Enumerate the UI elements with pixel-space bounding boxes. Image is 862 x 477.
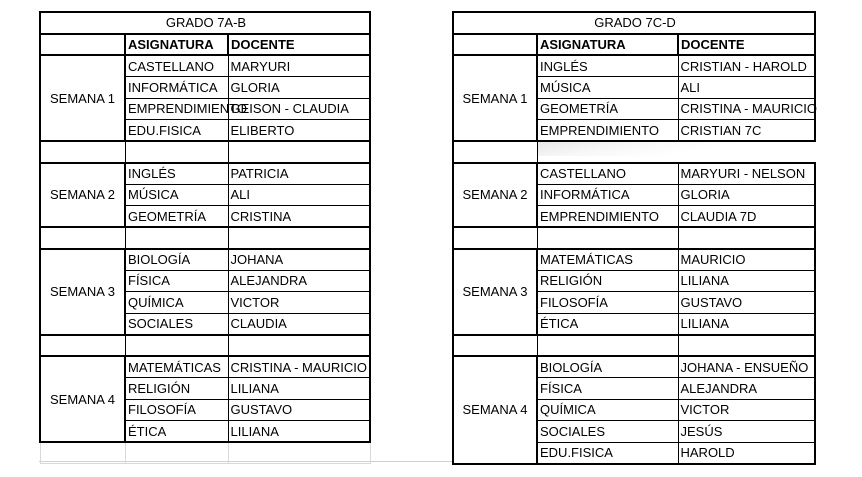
- subject-cell: FILOSOFÍA: [537, 292, 678, 314]
- teacher-cell: PATRICIA: [228, 163, 370, 185]
- subject-cell: QUÍMICA: [125, 292, 228, 314]
- teacher-cell: GUSTAVO: [228, 399, 370, 421]
- spacer-cell: [678, 141, 815, 163]
- week-label: SEMANA 1: [453, 55, 537, 141]
- spacer-cell: [228, 227, 370, 249]
- teacher-cell: MARYURI: [228, 55, 370, 77]
- teacher-cell: MARYURI - NELSON: [678, 163, 815, 185]
- subject-cell: INFORMÁTICA: [125, 77, 228, 99]
- table-title: GRADO 7A-B: [40, 12, 370, 34]
- empty-cell: [125, 442, 228, 464]
- spacer-cell: [453, 227, 537, 249]
- teacher-cell: CLAUDIA: [228, 313, 370, 335]
- subject-cell: GEOMETRÍA: [125, 206, 228, 228]
- subject-cell: INGLÉS: [537, 55, 678, 77]
- teacher-cell: CRISTIAN - HAROLD: [678, 55, 815, 77]
- week-label: SEMANA 4: [40, 356, 125, 442]
- teacher-cell: LILIANA: [228, 378, 370, 400]
- subject-cell: MATEMÁTICAS: [125, 356, 228, 378]
- subject-cell: ÉTICA: [537, 313, 678, 335]
- subject-cell: INGLÉS: [125, 163, 228, 185]
- header-empty: [453, 34, 537, 56]
- subject-cell: SOCIALES: [537, 421, 678, 443]
- subject-cell: FÍSICA: [537, 378, 678, 400]
- teacher-cell: VICTOR: [678, 399, 815, 421]
- week-label: SEMANA 4: [453, 356, 537, 464]
- spacer-cell: [678, 335, 815, 357]
- teacher-cell: GEISON - CLAUDIA: [228, 98, 370, 120]
- spacer-cell: [537, 227, 678, 249]
- subject-cell: SOCIALES: [125, 313, 228, 335]
- schedule-table-7ab: [39, 11, 371, 464]
- empty-cell: [40, 442, 125, 464]
- teacher-cell: CRISTINA: [228, 206, 370, 228]
- header-subject: ASIGNATURA: [125, 34, 228, 56]
- subject-cell: EMPRENDIMIENTO: [125, 98, 228, 120]
- spacer-cell: [453, 335, 537, 357]
- week-label: SEMANA 2: [40, 163, 125, 228]
- subject-cell: MATEMÁTICAS: [537, 249, 678, 271]
- subject-cell: QUÍMICA: [537, 399, 678, 421]
- teacher-cell: ELIBERTO: [228, 120, 370, 142]
- header-teacher: DOCENTE: [678, 34, 815, 56]
- subject-cell: FÍSICA: [125, 270, 228, 292]
- spacer-cell: [453, 141, 537, 163]
- teacher-cell: ALI: [228, 184, 370, 206]
- subject-cell: EMPRENDIMIENTO: [537, 206, 678, 228]
- header-subject: ASIGNATURA: [537, 34, 678, 56]
- subject-cell: EDU.FISICA: [537, 442, 678, 464]
- header-empty: [40, 34, 125, 56]
- teacher-cell: MAURICIO: [678, 249, 815, 271]
- subject-cell: GEOMETRÍA: [537, 98, 678, 120]
- subject-cell: CASTELLANO: [537, 163, 678, 185]
- spacer-cell: [40, 335, 125, 357]
- teacher-cell: ALEJANDRA: [678, 378, 815, 400]
- schedule-table-7cd: [452, 11, 816, 465]
- subject-cell: EDU.FISICA: [125, 120, 228, 142]
- empty-cell: [228, 442, 370, 464]
- week-label: SEMANA 1: [40, 55, 125, 141]
- week-label: SEMANA 3: [453, 249, 537, 335]
- teacher-cell: GUSTAVO: [678, 292, 815, 314]
- spacer-cell: [125, 227, 228, 249]
- subject-cell: RELIGIÓN: [537, 270, 678, 292]
- week-label: SEMANA 3: [40, 249, 125, 335]
- subject-cell: INFORMÁTICA: [537, 184, 678, 206]
- teacher-cell: CRISTIAN 7C: [678, 120, 815, 142]
- teacher-cell: LILIANA: [678, 270, 815, 292]
- teacher-cell: CRISTINA - MAURICIO: [228, 356, 370, 378]
- table-title: GRADO 7C-D: [453, 12, 815, 34]
- subject-cell: EMPRENDIMIENTO: [537, 120, 678, 142]
- teacher-cell: CLAUDIA 7D: [678, 206, 815, 228]
- subject-cell: MÚSICA: [125, 184, 228, 206]
- subject-cell: ÉTICA: [125, 421, 228, 443]
- subject-cell: FILOSOFÍA: [125, 399, 228, 421]
- spacer-cell: [125, 141, 228, 163]
- subject-cell: RELIGIÓN: [125, 378, 228, 400]
- teacher-cell: VICTOR: [228, 292, 370, 314]
- spacer-cell: [537, 141, 678, 163]
- spacer-cell: [40, 227, 125, 249]
- teacher-cell: LILIANA: [678, 313, 815, 335]
- teacher-cell: ALI: [678, 77, 815, 99]
- teacher-cell: JOHANA: [228, 249, 370, 271]
- teacher-cell: GLORIA: [228, 77, 370, 99]
- spacer-cell: [125, 335, 228, 357]
- week-label: SEMANA 2: [453, 163, 537, 228]
- header-teacher: DOCENTE: [228, 34, 370, 56]
- spacer-cell: [228, 335, 370, 357]
- teacher-cell: CRISTINA - MAURICIO: [678, 98, 815, 120]
- spacer-cell: [228, 141, 370, 163]
- spacer-cell: [537, 335, 678, 357]
- subject-cell: CASTELLANO: [125, 55, 228, 77]
- teacher-cell: HAROLD: [678, 442, 815, 464]
- spacer-cell: [678, 227, 815, 249]
- teacher-cell: LILIANA: [228, 421, 370, 443]
- subject-cell: BIOLOGÍA: [125, 249, 228, 271]
- teacher-cell: ALEJANDRA: [228, 270, 370, 292]
- teacher-cell: JOHANA - ENSUEÑO: [678, 356, 815, 378]
- spacer-cell: [40, 141, 125, 163]
- subject-cell: BIOLOGÍA: [537, 356, 678, 378]
- teacher-cell: JESÚS: [678, 421, 815, 443]
- teacher-cell: GLORIA: [678, 184, 815, 206]
- subject-cell: MÚSICA: [537, 77, 678, 99]
